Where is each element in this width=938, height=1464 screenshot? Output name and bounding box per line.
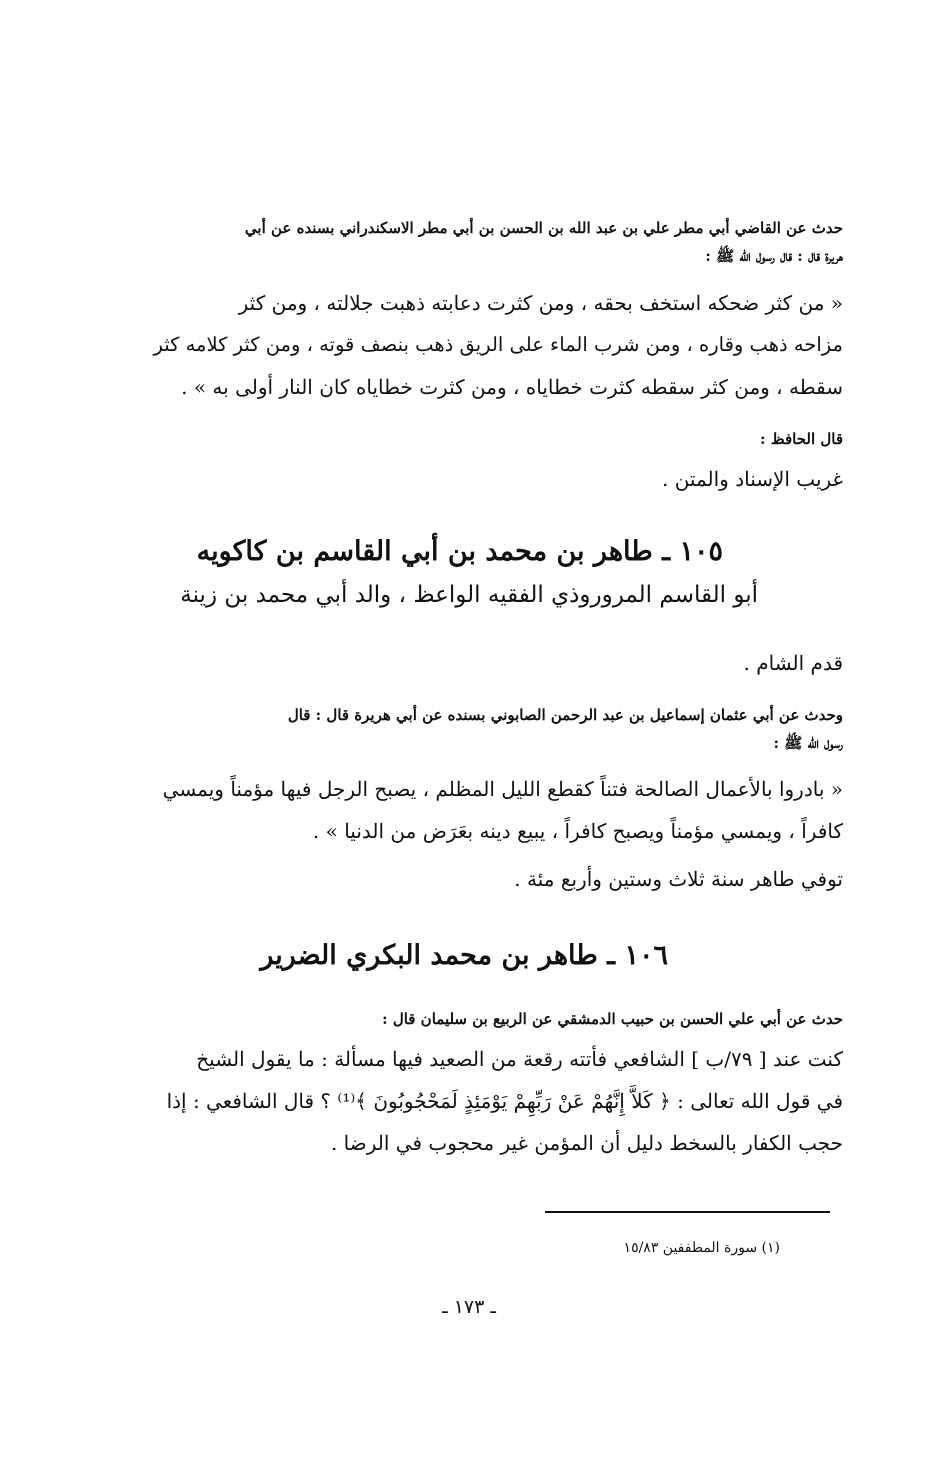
main-text-106 [143,1038,843,1164]
hadith-text-104 [143,282,843,408]
footnote-separator [545,1211,830,1213]
isnad-line: هريرة قال : قال رسول الله ﷺ : [705,247,843,265]
isnad-chain-104 [163,214,843,270]
entry-subheading-105: أبو القاسم المروروذي الفقيه الواعظ ، والد أبي محمد بن زينة [180,582,758,608]
text-line: في قول الله تعالى : ﴿ كَلاَّ إِنَّهُمْ عَنْ رَبِّهِمْ يَوْمَئِذٍ لَمَحْجُوبُونَ ﴾⁽¹⁾ ؟ قال الشافعي : إذا [166,1089,843,1113]
footnote: (١) سورة المطففين ١٥/٨٣ [623,1240,780,1256]
hadith-line: « من كثر ضحكه استخف بحقه ، ومن كثرت دعابته ذهبت جلالته ، ومن كثر [238,291,843,315]
entry-heading-105: ١٠٥ ـ طاهر بن محمد بن أبي القاسم بن كاكويه [196,536,723,567]
hadith-text-105 [143,768,843,852]
hafiz-verdict: غريب الإسناد والمتن . [661,467,843,491]
arrival-note: قدم الشام . [743,651,843,675]
entry-heading-106: ١٠٦ ـ طاهر بن محمد البكري الضرير [260,940,668,971]
page-number: ـ ١٧٣ ـ [442,1296,496,1318]
death-note: توفي طاهر سنة ثلاث وستين وأربع مئة . [514,867,843,891]
text-line: حجب الكفار بالسخط دليل أن المؤمن غير محجوب في الرضا . [330,1131,843,1155]
isnad-line: حدث عن القاضي أبي مطر علي بن عبد الله بن الحسن بن أبي مطر الاسكندراني بسنده عن أبي [244,219,843,237]
isnad-chain-106: حدث عن أبي علي الحسن بن حبيب الدمشقي عن الربيع بن سليمان قال : [382,1010,843,1028]
isnad-line: رسول الله ﷺ : [773,734,843,752]
hadith-line: مزاحه ذهب وقاره ، ومن شرب الماء على الريق ذهب بنصف قوته ، ومن كثر كلامه كثر [153,333,843,356]
hadith-line: كافراً ، ويمسي مؤمناً ويصبح كافراً ، يبيع دينه بعَرَض من الدنيا » . [312,819,843,843]
text-line: كنت عند [ ٧٩/ب ] الشافعي فأتته رقعة من الصعيد فيها مسألة : ما يقول الشيخ [196,1047,843,1071]
hadith-line: « بادروا بالأعمال الصالحة فتناً كقطع الليل المظلم ، يصبح الرجل فيها مؤمناً ويمسي [162,777,843,801]
isnad-line: وحدث عن أبي عثمان إسماعيل بن عبد الرحمن الصابوني بسنده عن أبي هريرة قال : قال [287,706,843,724]
isnad-chain-105 [163,701,843,757]
hafiz-label: قال الحافظ : [759,430,843,448]
hadith-line: سقطه ، ومن كثر سقطه كثرت خطاياه ، ومن كثرت خطاياه كان النار أولى به » . [181,375,843,399]
